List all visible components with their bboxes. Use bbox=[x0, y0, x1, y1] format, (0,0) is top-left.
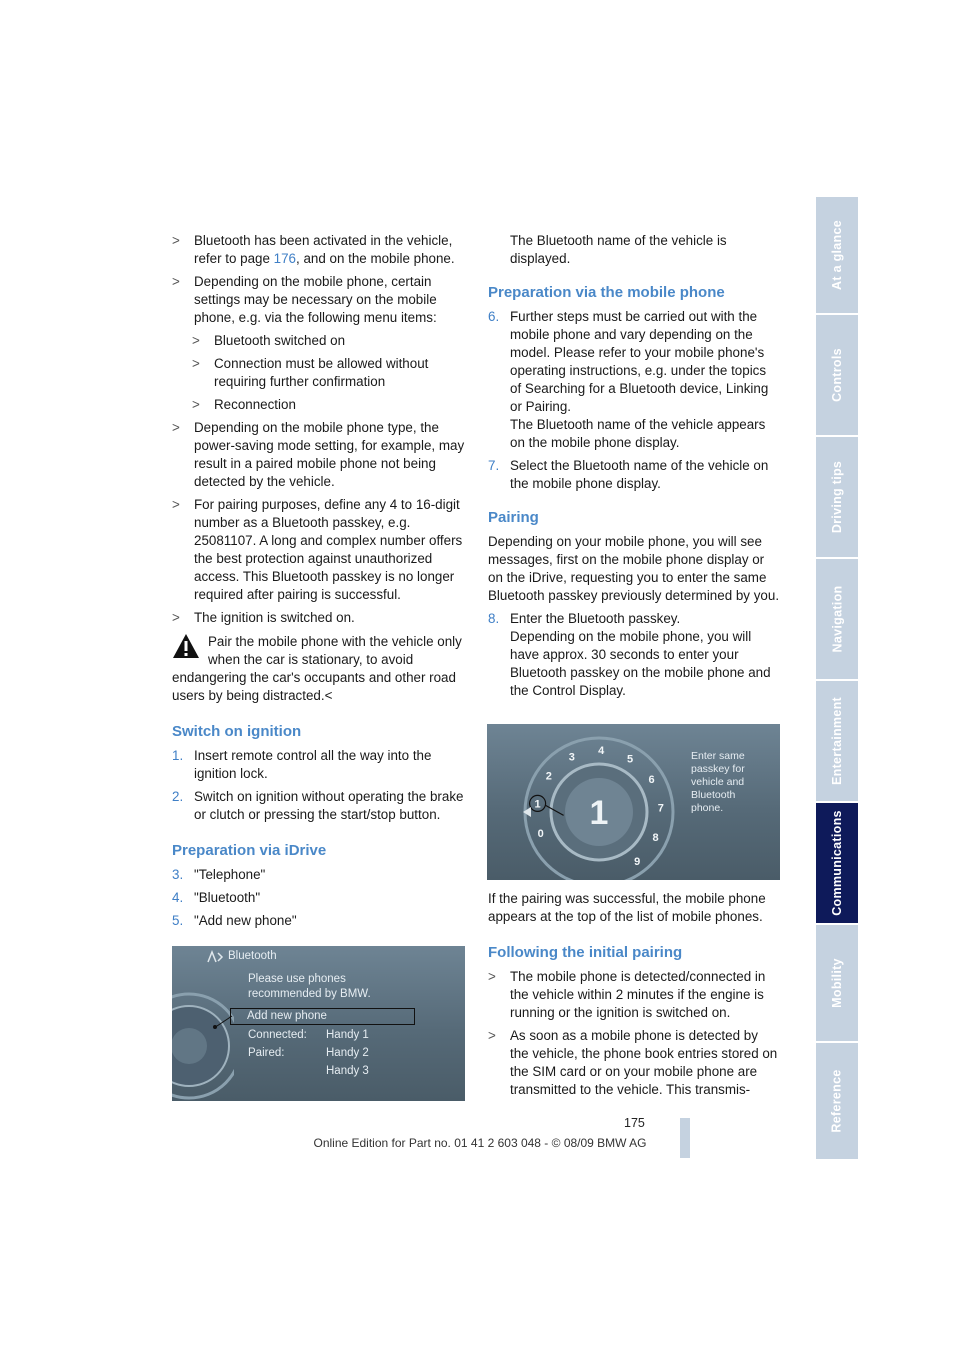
chapter-tab-label: Mobility bbox=[830, 958, 844, 1008]
screen-message: recommended by BMW. bbox=[248, 988, 371, 1000]
step-text: Depending on the mobile phone, you will have approx. 30 seconds to enter your Bluetooth passkey on the mobile phone and the Control Display. bbox=[510, 629, 771, 698]
heading-switch-on-ignition: Switch on ignition bbox=[172, 723, 302, 740]
step-item bbox=[488, 610, 780, 700]
step-number: 2. bbox=[172, 789, 184, 804]
passkey-entry-screenshot bbox=[487, 724, 780, 880]
step-number: 8. bbox=[488, 611, 500, 626]
bullet-marker: > bbox=[172, 497, 180, 512]
chapter-tab[interactable] bbox=[816, 681, 858, 803]
step-text: Further steps must be carried out with the mobile phone and vary depending on the model. Please refer to your mobile phone's operating instructions, e.g. under the topics of Searching for a Bluetooth device, Linking or Pairing. bbox=[510, 309, 769, 414]
right-column bbox=[488, 232, 780, 705]
chapter-tab[interactable] bbox=[816, 315, 858, 437]
step-item bbox=[488, 308, 780, 452]
pairing-paragraph: Depending on your mobile phone, you will see messages, first on the mobile phone display or on the iDrive, requesting you to enter the same Bluetooth passkey previously determined by you. bbox=[488, 534, 780, 603]
bullet-marker: > bbox=[192, 356, 200, 371]
sub-bullet-item bbox=[192, 396, 466, 414]
step-number: 6. bbox=[488, 309, 500, 324]
bullet-marker: > bbox=[172, 274, 180, 289]
warning-text: endangering the car's occupants and other road users by being distracted. bbox=[172, 670, 456, 703]
chapter-tab[interactable] bbox=[816, 197, 858, 315]
step-item bbox=[172, 889, 466, 907]
warning-text: Pair the mobile phone with the vehicle only when the car is stationary, to avoid bbox=[208, 634, 462, 667]
bullet-marker: > bbox=[488, 1028, 496, 1043]
bullet-item bbox=[172, 273, 466, 327]
bullet-marker: > bbox=[172, 233, 180, 248]
sub-bullet-item bbox=[192, 355, 466, 391]
page-link[interactable]: 176 bbox=[273, 251, 296, 266]
dial-digit: 4 bbox=[598, 745, 605, 757]
bullet-text: Depending on the mobile phone type, the power-saving mode setting, for example, may result in a paired mobile phone not being detected by the vehicle. bbox=[194, 420, 465, 489]
dial-digit: 6 bbox=[648, 774, 655, 787]
bullet-item bbox=[488, 968, 780, 1022]
step-number: 4. bbox=[172, 890, 184, 905]
end-mark: < bbox=[324, 688, 333, 703]
right-column-lower bbox=[488, 890, 780, 1104]
chapter-tab-label: Navigation bbox=[830, 585, 844, 653]
chapter-tab[interactable] bbox=[816, 437, 858, 559]
footer-text: Online Edition for Part no. 01 41 2 603 048 - © 08/09 BMW AG bbox=[313, 1136, 647, 1150]
step-text: "Telephone" bbox=[194, 867, 266, 882]
dial-digit: 1 bbox=[534, 798, 541, 811]
left-column bbox=[172, 232, 466, 935]
bluetooth-menu-screenshot bbox=[172, 946, 465, 1101]
add-new-phone-highlight[interactable] bbox=[230, 1008, 415, 1025]
bullet-text: Connection must be allowed without requiring further confirmation bbox=[214, 356, 429, 389]
chapter-tab-label: Reference bbox=[830, 1069, 844, 1133]
bluetooth-settings-icon bbox=[206, 950, 224, 964]
dial-digit: 9 bbox=[634, 855, 641, 868]
bullet-text: The ignition is switched on. bbox=[194, 610, 355, 625]
bullet-text: Bluetooth has been activated in the vehicle, refer to page bbox=[194, 233, 453, 266]
dial-digit: 7 bbox=[657, 802, 664, 815]
add-new-phone-option: Add new phone bbox=[247, 1010, 327, 1022]
passkey-message bbox=[691, 750, 745, 815]
chapter-tabs bbox=[816, 197, 858, 1159]
step-item bbox=[172, 747, 466, 783]
bullet-marker: > bbox=[172, 420, 180, 435]
step-text: Switch on ignition without operating the brake or clutch or pressing the start/stop button. bbox=[194, 789, 464, 822]
step-text: "Add new phone" bbox=[194, 913, 297, 928]
warning-icon bbox=[172, 633, 200, 659]
step-number: 5. bbox=[172, 913, 184, 928]
phone-entry[interactable]: Handy 3 bbox=[326, 1065, 369, 1077]
continued-text: The Bluetooth name of the vehicle is displayed. bbox=[510, 233, 727, 266]
bullet-item bbox=[172, 609, 466, 627]
bullet-marker: > bbox=[192, 333, 200, 348]
warning-note bbox=[172, 633, 466, 705]
step-number: 7. bbox=[488, 458, 500, 473]
connected-label: Connected: bbox=[248, 1029, 307, 1041]
dial-digit: 2 bbox=[545, 770, 552, 783]
passkey-message-line: Enter same bbox=[691, 750, 745, 762]
bullet-text: Bluetooth switched on bbox=[214, 333, 346, 348]
sub-bullet-item bbox=[192, 332, 466, 350]
bullet-text: The mobile phone is detected/connected in the vehicle within 2 minutes if the engine is running or the ignition is switched on. bbox=[510, 969, 766, 1020]
step-text: The Bluetooth name of the vehicle appears on the mobile phone display. bbox=[510, 417, 766, 450]
bullet-text: For pairing purposes, define any 4 to 16-digit number as a Bluetooth passkey, e.g. 25081107. A long and complex number offers the best protection against unauthorized access. This Bluetooth passkey is no longer required after pairing is successful. bbox=[194, 497, 463, 602]
step-number: 3. bbox=[172, 867, 184, 882]
step-item bbox=[172, 866, 466, 884]
chapter-tab-label: Controls bbox=[830, 348, 845, 402]
step-text: Enter the Bluetooth passkey. bbox=[510, 611, 681, 626]
passkey-message-line: Bluetooth bbox=[691, 789, 736, 801]
step-text: "Bluetooth" bbox=[194, 890, 261, 905]
passkey-message-line: vehicle and bbox=[691, 776, 745, 788]
controller-knob-icon bbox=[172, 986, 234, 1101]
passkey-message-line: phone. bbox=[691, 802, 724, 814]
heading-preparation-idrive: Preparation via iDrive bbox=[172, 842, 327, 859]
dial-digit: 3 bbox=[568, 751, 575, 764]
chapter-tab-label: Driving tips bbox=[830, 460, 845, 534]
dial-digit: 8 bbox=[652, 832, 659, 845]
step-text: Select the Bluetooth name of the vehicle on the mobile phone display. bbox=[510, 458, 769, 491]
chapter-tab[interactable] bbox=[816, 803, 858, 925]
bullet-item bbox=[172, 496, 466, 604]
bullet-item bbox=[172, 232, 466, 268]
bullet-text: Depending on the mobile phone, certain settings may be necessary on the mobile phone, e.g. via the following menu items: bbox=[194, 274, 437, 325]
bullet-item bbox=[488, 1027, 780, 1099]
chapter-tab[interactable] bbox=[816, 925, 858, 1043]
page-number: 175 bbox=[624, 1116, 645, 1130]
dial-digit: 5 bbox=[626, 753, 634, 766]
bullet-marker: > bbox=[172, 610, 180, 625]
heading-following-pairing: Following the initial pairing bbox=[488, 944, 683, 961]
bullet-marker: > bbox=[192, 397, 200, 412]
chapter-tab[interactable] bbox=[816, 559, 858, 681]
step-item bbox=[172, 788, 466, 824]
selected-digit: 1 bbox=[589, 794, 609, 832]
screen-title: Bluetooth bbox=[228, 950, 277, 962]
chapter-tab-label: At a glance bbox=[830, 220, 844, 290]
phone-entry[interactable]: Handy 2 bbox=[326, 1047, 369, 1059]
bullet-text: Reconnection bbox=[214, 397, 296, 412]
heading-preparation-mobile: Preparation via the mobile phone bbox=[488, 284, 725, 301]
phone-entry[interactable]: Handy 1 bbox=[326, 1029, 369, 1041]
heading-pairing: Pairing bbox=[488, 509, 539, 526]
bullet-item bbox=[172, 419, 466, 491]
dial-digit: 0 bbox=[537, 828, 544, 841]
bullet-marker: > bbox=[488, 969, 496, 984]
paired-label: Paired: bbox=[248, 1047, 285, 1059]
bullet-text: As soon as a mobile phone is detected by the vehicle, the phone book entries stored on the SIM card or on your mobile phone are transmitted to the vehicle. This transmis- bbox=[510, 1028, 778, 1097]
passkey-message-line: passkey for bbox=[691, 763, 745, 775]
step-item bbox=[488, 457, 780, 493]
bullet-text: , and on the mobile phone. bbox=[296, 251, 455, 266]
screen-message: Please use phones bbox=[248, 973, 346, 985]
chapter-tab-label: Entertainment bbox=[830, 697, 845, 785]
pointer-line-icon bbox=[212, 1014, 234, 1030]
success-paragraph: If the pairing was successful, the mobile phone appears at the top of the list of mobile phones. bbox=[488, 891, 766, 924]
step-number: 1. bbox=[172, 748, 184, 763]
step-item bbox=[172, 912, 466, 930]
step-text: Insert remote control all the way into the ignition lock. bbox=[194, 748, 432, 781]
chapter-tab-label: Communications bbox=[830, 810, 845, 916]
